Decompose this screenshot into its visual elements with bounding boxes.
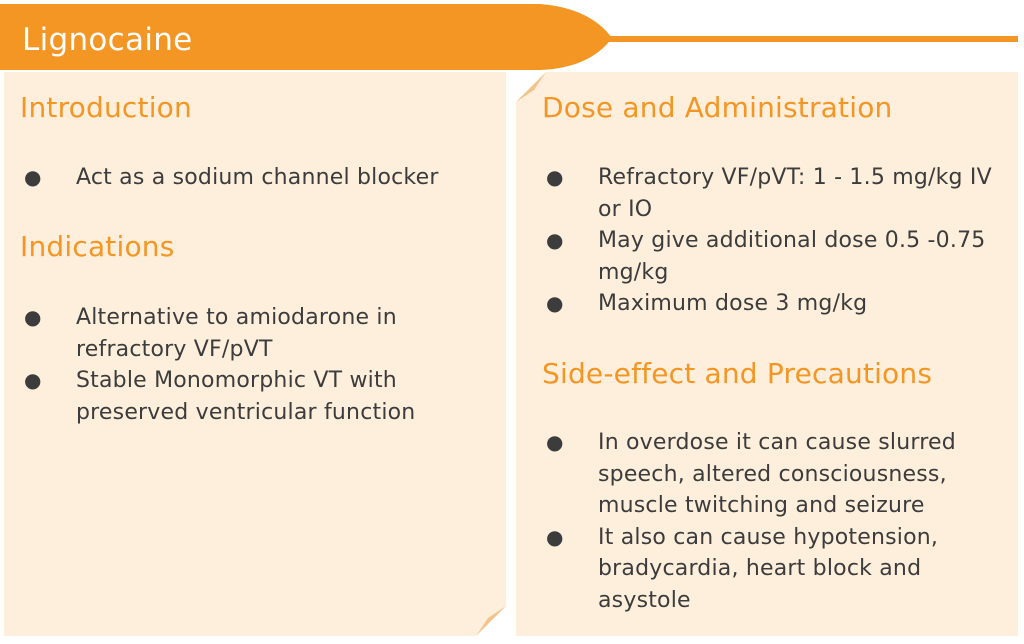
list-item: ● Stable Monomorphic VT with preserved ventricular function: [20, 365, 440, 428]
introduction-list: [20, 162, 480, 194]
bullet-icon: ●: [546, 165, 564, 189]
bullet-icon: ●: [546, 291, 564, 315]
list-item: ● Act as a sodium channel blocker: [20, 162, 480, 194]
list-item: ● Alternative to amiodarone in refractory VF/pVT: [20, 302, 440, 365]
bullet-icon: ●: [546, 524, 564, 549]
side-effects-list: [542, 427, 982, 616]
section-heading-introduction: Introduction: [20, 91, 192, 124]
list-item: ● It also can cause hypotension, bradycardia, heart block and asystole: [542, 522, 982, 617]
section-heading-dose-and-administration: Dose and Administration: [542, 91, 893, 124]
list-item: ● Maximum dose 3 mg/kg: [542, 288, 1012, 320]
bullet-icon: ●: [24, 165, 42, 189]
list-item: ● Refractory VF/pVT: 1 - 1.5 mg/kg IV or IO: [542, 162, 1012, 225]
bullet-icon: ●: [546, 228, 564, 252]
bullet-icon: ●: [24, 368, 42, 392]
dose-list: [542, 162, 1012, 320]
bullet-icon: ●: [24, 305, 42, 329]
bullet-icon: ●: [546, 430, 564, 454]
indications-list: [20, 302, 440, 428]
list-item: ● In overdose it can cause slurred speech, altered consciousness, muscle twitching and seizure: [542, 427, 982, 522]
list-item: ● May give additional dose 0.5 -0.75 mg/kg: [542, 225, 1012, 288]
left-panel-folded-corner: [476, 606, 506, 636]
section-heading-side-effects: Side-effect and Precautions: [542, 357, 933, 390]
page-title: Lignocaine: [22, 22, 193, 58]
section-heading-indications: Indications: [20, 230, 175, 263]
